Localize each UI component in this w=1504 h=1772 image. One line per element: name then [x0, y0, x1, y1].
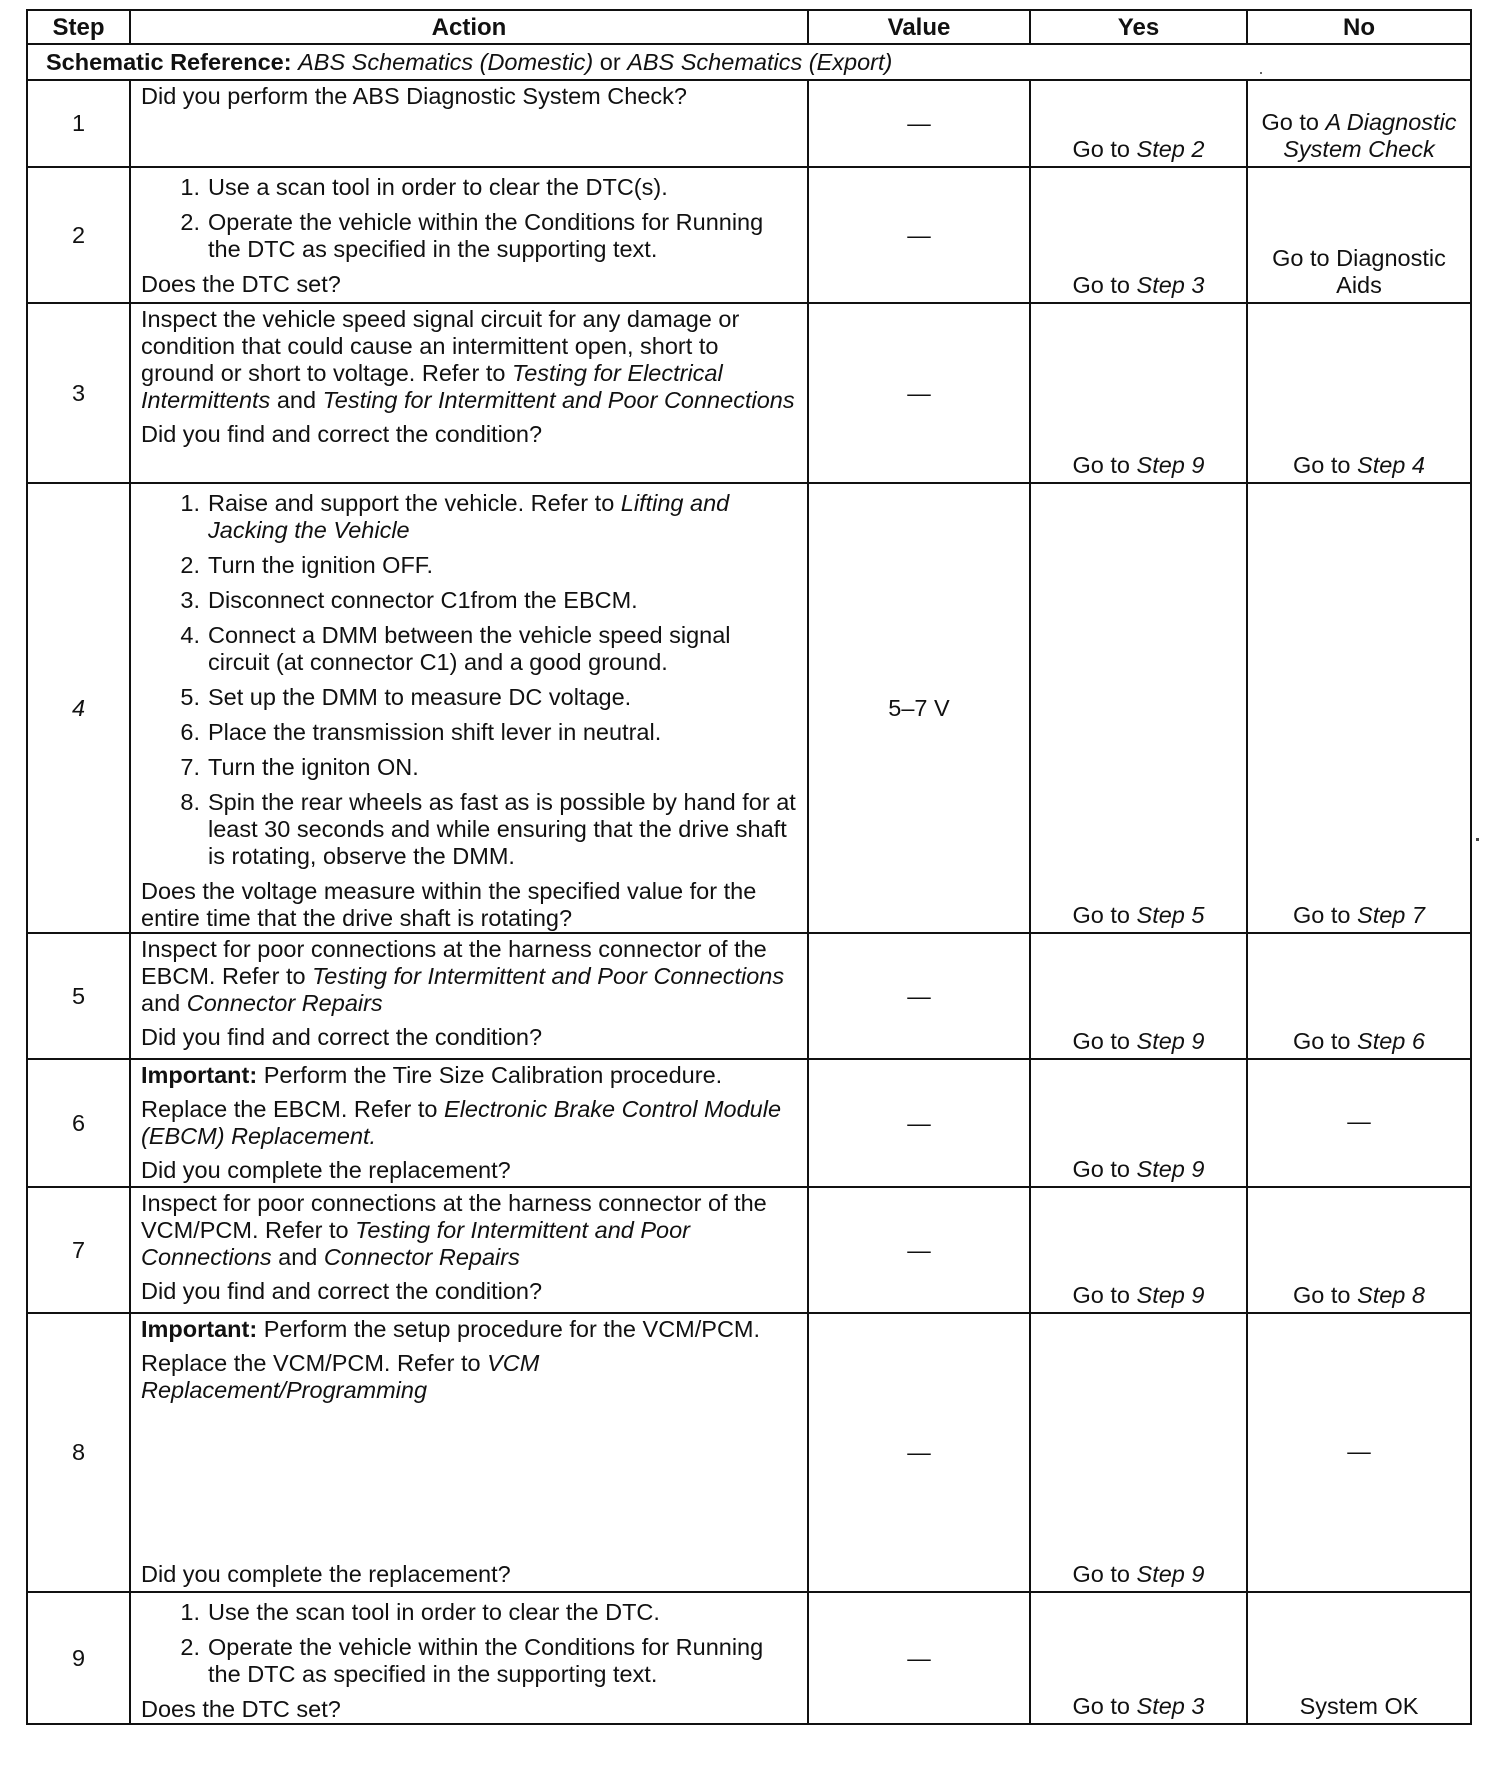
action-question: Does the voltage measure within the specified value for the entire time that the drive shaft is rotating? — [141, 878, 757, 931]
value-cell: — — [808, 1313, 1030, 1592]
list-item: 1. Raise and support the vehicle. Refer to Lifting and Jacking the Vehicle — [180, 490, 730, 543]
yes-step-link[interactable]: Step 9 — [1136, 452, 1205, 478]
no-step-link[interactable]: Step 6 — [1357, 1028, 1425, 1054]
important-note: Important: Perform the setup procedure for the VCM/PCM. — [141, 1316, 761, 1342]
list-item: 8. Spin the rear wheels as fast as is possible by hand for at least 30 seconds and while ensuring that the drive shaft is rotating, observe the DMM. — [180, 789, 796, 869]
no-step-link[interactable]: Step 7 — [1357, 902, 1425, 928]
no-cell — [1247, 1187, 1471, 1313]
action-cell — [130, 80, 808, 167]
goto-text: Go to — [1072, 272, 1130, 298]
value-cell: — — [808, 1592, 1030, 1724]
yes-step-link[interactable]: Step 9 — [1136, 1028, 1205, 1054]
goto-text: Go to — [1293, 902, 1351, 928]
action-cell — [130, 483, 808, 933]
goto-text: Go to — [1072, 902, 1130, 928]
list-item: 5. Set up the DMM to measure DC voltage. — [180, 684, 632, 710]
header-action: Action — [130, 10, 808, 44]
action-cell — [130, 1187, 808, 1313]
list-item: 2. Operate the vehicle within the Conditions for Running the DTC as specified in the supporting text. — [180, 1634, 764, 1687]
value-cell: 5–7 V — [808, 483, 1030, 933]
action-question: Did you find and correct the condition? — [141, 421, 543, 447]
reference-link[interactable]: Lifting and Jacking the Vehicle — [208, 490, 730, 543]
yes-step-link[interactable]: Step 9 — [1136, 1156, 1205, 1182]
yes-step-link[interactable]: Step 5 — [1136, 902, 1205, 928]
no-cell: — — [1247, 1059, 1471, 1187]
list-item: 2. Operate the vehicle within the Conditions for Running the DTC as specified in the supporting text. — [180, 209, 764, 262]
goto-text: Go to — [1072, 1156, 1130, 1182]
yes-cell — [1030, 1187, 1247, 1313]
reference-link[interactable]: Testing for Intermittent and Poor Connections — [312, 963, 785, 989]
goto-text: Go to — [1072, 1693, 1130, 1719]
step-number: 1 — [27, 80, 130, 167]
schematic-or: or — [599, 48, 621, 75]
yes-step-link[interactable]: Step 9 — [1136, 1282, 1205, 1308]
list-item: 3. Disconnect connector C1from the EBCM. — [180, 587, 638, 613]
value-cell: — — [808, 303, 1030, 483]
action-question: Did you find and correct the condition? — [141, 1024, 543, 1050]
important-label: Important: — [141, 1062, 258, 1088]
no-cell — [1247, 80, 1471, 167]
action-cell — [130, 1592, 808, 1724]
action-paragraph: Replace the VCM/PCM. Refer to VCM Replacement/Programming — [141, 1350, 540, 1403]
yes-step-link[interactable]: Step 3 — [1136, 272, 1205, 298]
action-question: Does the DTC set? — [141, 1696, 341, 1722]
action-paragraph: Inspect the vehicle speed signal circuit for any damage or condition that could cause an intermittent open, short to ground or short to voltage. Refer to Testing for Electrical Intermittents and Testing for Intermittent and Poor Connections — [141, 306, 795, 413]
list-item: 6. Place the transmission shift lever in neutral. — [180, 719, 662, 745]
yes-cell — [1030, 1059, 1247, 1187]
step-number: 9 — [27, 1592, 130, 1724]
reference-link[interactable]: Connector Repairs — [186, 990, 383, 1016]
table-row — [27, 933, 1471, 1059]
scan-speck — [1260, 72, 1262, 74]
value-cell: — — [808, 1059, 1030, 1187]
action-question: Did you perform the ABS Diagnostic System Check? — [141, 83, 687, 109]
value-cell: — — [808, 80, 1030, 167]
header-step: Step — [27, 10, 130, 44]
table-row — [27, 167, 1471, 303]
schematic-reference-label: Schematic Reference: — [46, 48, 292, 75]
step-number: 4 — [27, 483, 130, 933]
goto-text: Go to — [1072, 136, 1130, 162]
table-row — [27, 1592, 1471, 1724]
table-row — [27, 1187, 1471, 1313]
list-item: 1. Use the scan tool in order to clear the DTC. — [180, 1599, 660, 1625]
goto-text: Go to — [1072, 1028, 1130, 1054]
reference-link[interactable]: Testing for Intermittent and Poor Connections — [322, 387, 795, 413]
yes-step-link[interactable]: Step 9 — [1136, 1561, 1205, 1587]
no-cell — [1247, 483, 1471, 933]
schematic-reference-row — [27, 44, 1471, 80]
reference-link[interactable]: Testing for Electrical Intermittents — [141, 360, 723, 413]
action-question: Did you complete the replacement? — [141, 1561, 511, 1587]
action-question: Did you complete the replacement? — [141, 1157, 511, 1183]
goto-text: Go to — [1072, 452, 1130, 478]
important-note: Important: Perform the Tire Size Calibration procedure. — [141, 1062, 723, 1088]
header-no: No — [1247, 10, 1471, 44]
table-row — [27, 1059, 1471, 1187]
step-number: 6 — [27, 1059, 130, 1187]
yes-cell — [1030, 167, 1247, 303]
list-item: 1. Use a scan tool in order to clear the DTC(s). — [180, 174, 668, 200]
schematic-link-export[interactable]: ABS Schematics (Export) — [627, 48, 893, 75]
no-cell[interactable]: Go to Diagnostic Aids — [1247, 167, 1471, 303]
action-list — [141, 1599, 797, 1688]
list-item: 7. Turn the igniton ON. — [180, 754, 419, 780]
yes-cell — [1030, 933, 1247, 1059]
yes-step-link[interactable]: Step 2 — [1136, 136, 1205, 162]
list-item: 4. Connect a DMM between the vehicle speed signal circuit (at connector C1) and a good ground. — [180, 622, 731, 675]
no-cell — [1247, 933, 1471, 1059]
table-row — [27, 483, 1471, 933]
goto-text: Go to — [1293, 1282, 1351, 1308]
yes-step-link[interactable]: Step 3 — [1136, 1693, 1205, 1719]
scan-speck — [1476, 838, 1479, 841]
reference-link[interactable]: Electronic Brake Control Module (EBCM) Replacement. — [141, 1096, 782, 1149]
action-question: Did you find and correct the condition? — [141, 1278, 543, 1304]
reference-link[interactable]: Testing for Intermittent and Poor Connections — [141, 1217, 690, 1270]
action-question: Does the DTC set? — [141, 271, 341, 297]
no-cell — [1247, 303, 1471, 483]
schematic-reference — [27, 44, 1471, 80]
table-row — [27, 1313, 1471, 1592]
diagnostic-table — [26, 9, 1472, 1725]
action-list — [141, 490, 797, 870]
goto-text: Go to — [1293, 1028, 1351, 1054]
action-cell — [130, 1313, 808, 1592]
action-cell — [130, 167, 808, 303]
no-cell: — — [1247, 1313, 1471, 1592]
reference-link[interactable]: VCM Replacement/Programming — [141, 1350, 540, 1403]
yes-cell — [1030, 1592, 1247, 1724]
action-cell — [130, 933, 808, 1059]
yes-cell — [1030, 80, 1247, 167]
table-row — [27, 303, 1471, 483]
no-cell: System OK — [1247, 1592, 1471, 1724]
action-paragraph: Inspect for poor connections at the harness connector of the VCM/PCM. Refer to Testing for Intermittent and Poor Connections and Connector Repairs — [141, 1190, 767, 1270]
table-row — [27, 80, 1471, 167]
important-label: Important: — [141, 1316, 258, 1342]
list-item: 2. Turn the ignition OFF. — [180, 552, 434, 578]
header-yes: Yes — [1030, 10, 1247, 44]
no-reference-link[interactable]: A Diagnostic System Check — [1283, 109, 1457, 162]
goto-text: Go to — [1293, 452, 1351, 478]
goto-text: Go to — [1072, 1282, 1130, 1308]
header-row — [27, 10, 1471, 44]
value-cell: — — [808, 1187, 1030, 1313]
step-number: 2 — [27, 167, 130, 303]
step-number: 3 — [27, 303, 130, 483]
reference-link[interactable]: Connector Repairs — [323, 1244, 520, 1270]
value-cell: — — [808, 167, 1030, 303]
value-cell: — — [808, 933, 1030, 1059]
goto-text: Go to — [1072, 1561, 1130, 1587]
no-step-link[interactable]: Step 4 — [1357, 452, 1425, 478]
step-number: 7 — [27, 1187, 130, 1313]
diagnostic-table-sheet — [26, 9, 1470, 1725]
schematic-link-domestic[interactable]: ABS Schematics (Domestic) — [298, 48, 594, 75]
action-list — [141, 174, 797, 263]
yes-cell — [1030, 483, 1247, 933]
goto-text: Go to — [1261, 109, 1319, 135]
header-value: Value — [808, 10, 1030, 44]
yes-cell — [1030, 303, 1247, 483]
step-number: 8 — [27, 1313, 130, 1592]
action-cell — [130, 1059, 808, 1187]
step-number: 5 — [27, 933, 130, 1059]
yes-cell — [1030, 1313, 1247, 1592]
no-step-link[interactable]: Step 8 — [1357, 1282, 1425, 1308]
action-paragraph: Inspect for poor connections at the harness connector of the EBCM. Refer to Testing for Intermittent and Poor Connections and Connector Repairs — [141, 936, 785, 1016]
action-cell — [130, 303, 808, 483]
action-paragraph: Replace the EBCM. Refer to Electronic Brake Control Module (EBCM) Replacement. — [141, 1096, 782, 1149]
